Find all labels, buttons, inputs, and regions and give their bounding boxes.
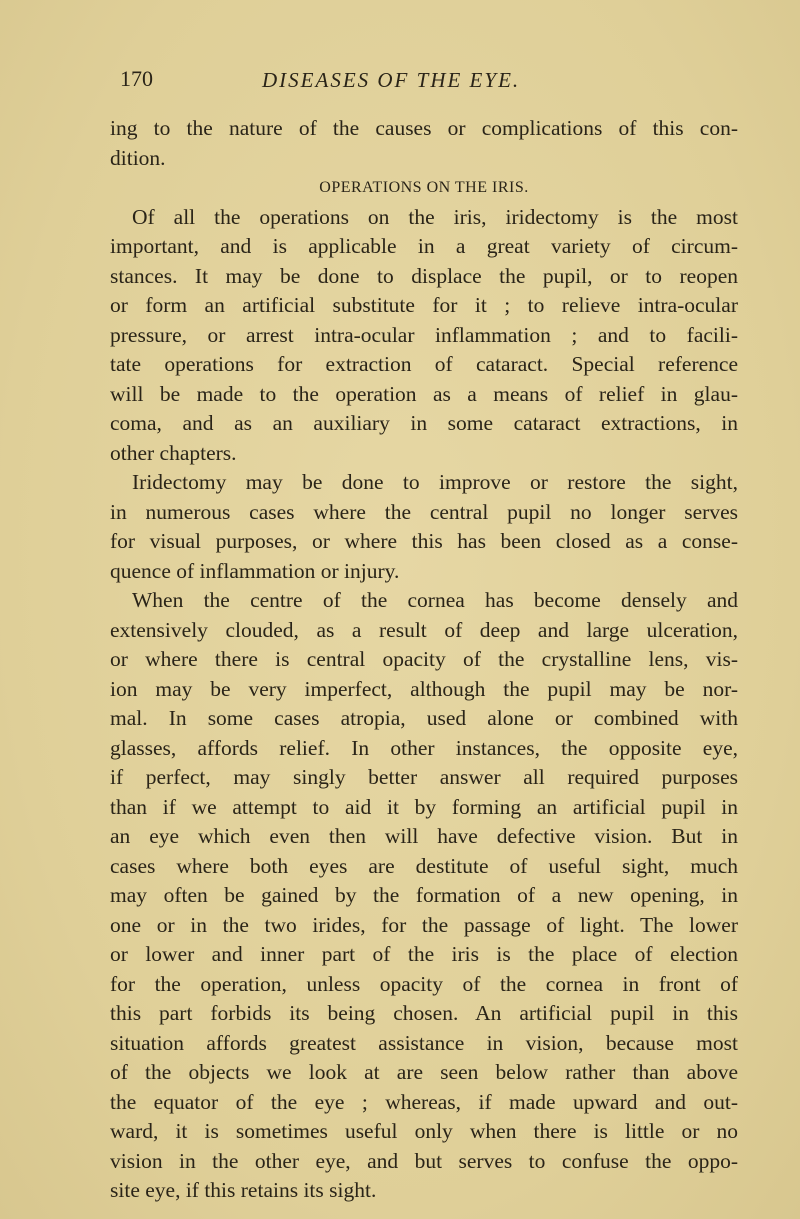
text-line: than if we attempt to aid it by forming an artificial pupil in — [110, 794, 738, 819]
text-line: extensively clouded, as a result of deep and large ulceration, — [110, 617, 738, 642]
text-line: pressure, or arrest intra-ocular inflammation ; and to facili- — [110, 322, 738, 347]
running-header — [110, 66, 738, 96]
paragraph — [110, 586, 738, 1206]
text-line: may often be gained by the formation of a new opening, in — [110, 883, 738, 907]
text-line: other chapters. — [110, 440, 237, 465]
text-line: the equator of the eye ; whereas, if made upward and out- — [110, 1089, 738, 1114]
text-line: one or in the two irides, for the passage of light. The lower — [110, 912, 738, 937]
text-line: When the centre of the cornea has become densely and — [132, 588, 738, 612]
text-line: this part forbids its being chosen. An artificial pupil in this — [110, 1001, 738, 1025]
running-title: DISEASES OF THE EYE. — [262, 68, 521, 92]
text-line: in numerous cases where the central pupil no longer serves — [110, 499, 738, 524]
text-line: OPERATIONS ON THE IRIS. — [319, 179, 529, 196]
body-text — [110, 114, 738, 1206]
text-line: dition. — [110, 145, 166, 170]
section-heading — [110, 173, 738, 203]
text-line: mal. In some cases atropia, used alone or combined with — [110, 706, 738, 730]
text-line: vision in the other eye, and but serves to confuse the oppo- — [110, 1148, 738, 1173]
text-line: for visual purposes, or where this has been closed as a conse- — [110, 529, 738, 553]
text-line: or form an artificial substitute for it ; to relieve intra-ocular — [110, 293, 738, 317]
text-line: site eye, if this retains its sight. — [110, 1178, 377, 1202]
text-line: or lower and inner part of the iris is the place of election — [110, 942, 738, 966]
paragraph — [110, 203, 738, 469]
page-number: 170 — [120, 66, 153, 91]
text-line: tate operations for extraction of cataract. Special reference — [110, 352, 738, 376]
text-line: important, and is applicable in a great variety of circum- — [110, 234, 738, 258]
text-line: an eye which even then will have defective vision. But in — [110, 824, 738, 848]
text-line: Of all the operations on the iris, iridectomy is the most — [132, 204, 738, 229]
text-line: situation affords greatest assistance in vision, because most — [110, 1030, 738, 1055]
paragraph — [110, 468, 738, 586]
text-line: cases where both eyes are destitute of useful sight, much — [110, 853, 738, 878]
text-line: ward, it is sometimes useful only when there is little or no — [110, 1119, 738, 1143]
text-line: of the objects we look at are seen below rather than above — [110, 1060, 738, 1084]
text-line: coma, and as an auxiliary in some cataract extractions, in — [110, 411, 738, 435]
text-line: stances. It may be done to displace the pupil, or to reopen — [110, 263, 738, 288]
text-line: quence of inflammation or injury. — [110, 558, 400, 583]
paragraph — [110, 114, 738, 173]
text-line: for the operation, unless opacity of the cornea in front of — [110, 971, 738, 996]
text-line: or where there is central opacity of the crystalline lens, vis- — [110, 647, 738, 671]
text-line: ing to the nature of the causes or complications of this con- — [110, 116, 738, 140]
text-line: if perfect, may singly better answer all required purposes — [110, 765, 738, 789]
text-line: Iridectomy may be done to improve or restore the sight, — [132, 470, 738, 494]
text-line: ion may be very imperfect, although the pupil may be nor- — [110, 676, 738, 701]
text-line: glasses, affords relief. In other instances, the opposite eye, — [110, 735, 738, 760]
text-line: will be made to the operation as a means of relief in glau- — [110, 381, 738, 406]
